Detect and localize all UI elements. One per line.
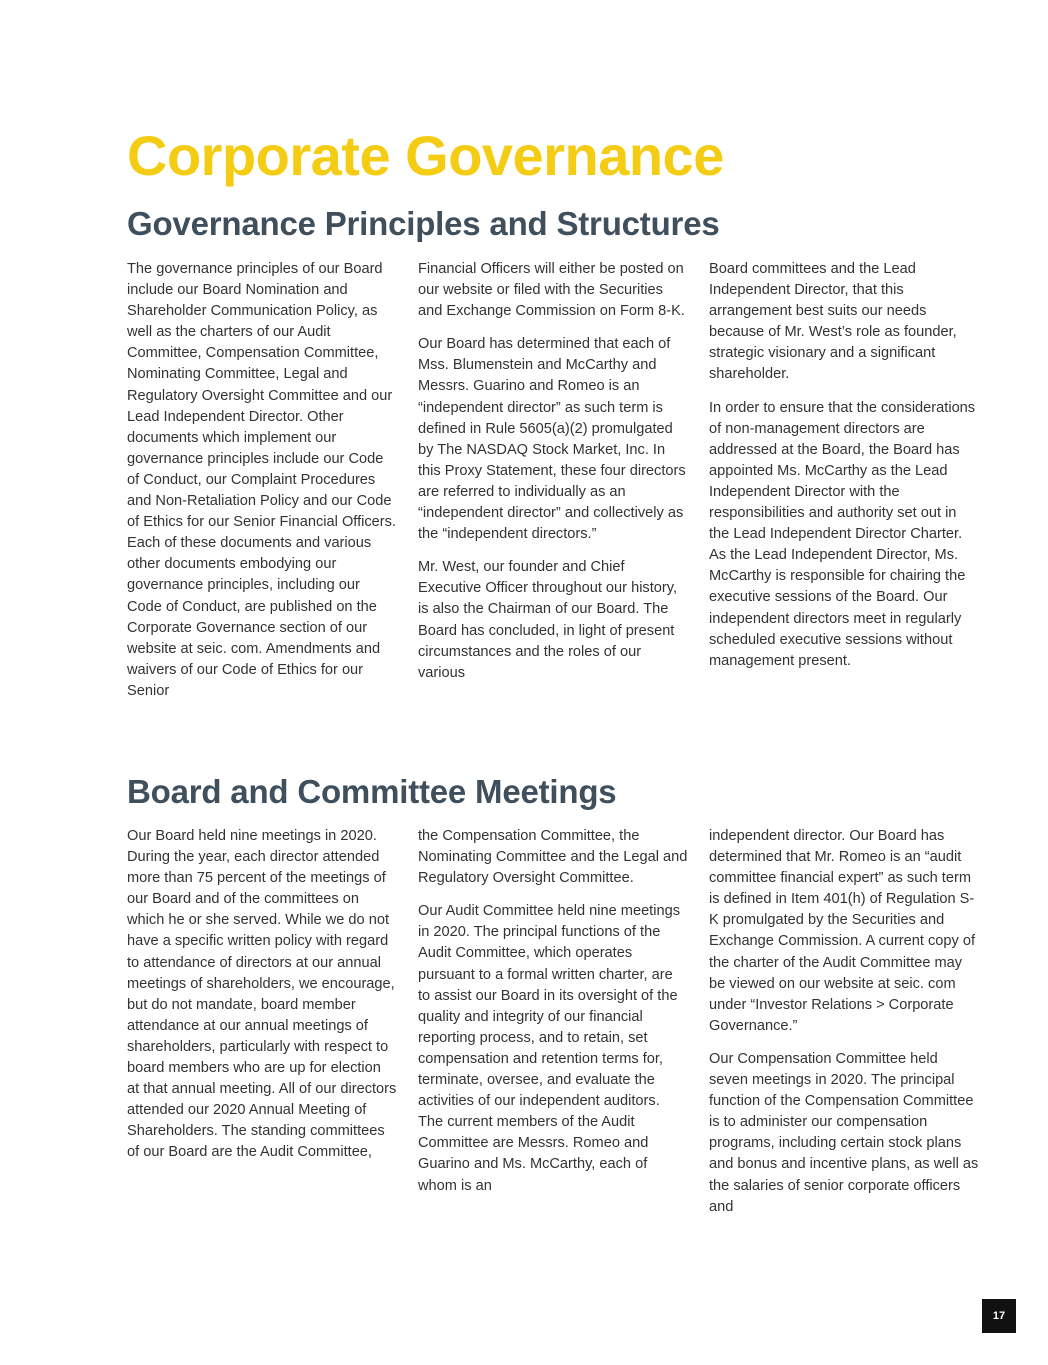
paragraph: the Compensation Committee, the Nominating Committee and the Legal and Regulatory Oversight Committee. (418, 828, 688, 887)
section-heading-board-meetings: Board and Committee Meetings (127, 773, 617, 810)
governance-column-1 (127, 259, 397, 702)
paragraph: independent director. Our Board has determined that Mr. Romeo is an “audit committee financial expert” as such term is defined in Item 401(h) of Regulation S-K promulgated by the Securities and Exchange Commission. A current copy of the charter of the Audit Committee may be viewed on our website at seic. com under “Investor Relations > Corporate Governance.” (709, 828, 976, 1034)
section-heading-governance-principles: Governance Principles and Structures (127, 205, 720, 242)
paragraph: The governance principles of our Board include our Board Nomination and Shareholder Communication Policy, as well as the charters of our Audit Committee, Compensation Committee, Nominating Committee, Legal and Regulatory Oversight Committee and our Lead Independent Director. Other documents which implement our governance principles include our Code of Conduct, our Complaint Procedures and Non-Retaliation Policy and our Code of Ethics for our Senior Financial Officers. Each of these documents and various other documents embodying our governance principles, including our Code of Conduct, are published on the Corporate Governance section of our website at seic. com. Amendments and waivers of our Code of Ethics for our Senior (127, 261, 397, 699)
paragraph: Our Audit Committee held nine meetings in 2020. The principal functions of the Audit Committee, which operates pursuant to a formal written charter, are to assist our Board in its oversight of the quality and integrity of our financial reporting process, and to retain, set compensation and retention terms for, terminate, oversee, and evaluate the activities of our independent auditors. The current members of the Audit Committee are Messrs. Romeo and Guarino and Ms. McCarthy, each of whom is an (418, 903, 681, 1194)
page-number: 17 (982, 1299, 1016, 1333)
meetings-column-3 (709, 826, 979, 1218)
meetings-column-2 (418, 826, 688, 1197)
paragraph: Board committees and the Lead Independent Director, that this arrangement best suits our needs because of Mr. West’s role as founder, strategic visionary and a significant shareholder. (709, 261, 957, 383)
paragraph: Financial Officers will either be posted on our website or filed with the Securities and Exchange Commission on Form 8-K. (418, 261, 685, 320)
paragraph: Our Board has determined that each of Mss. Blumenstein and McCarthy and Messrs. Guarino and Romeo is an “independent director” as such term is defined in Rule 5605(a)(2) promulgated by The NASDAQ Stock Market, Inc. In this Proxy Statement, these four directors are referred to individually as an “independent director” and collectively as the “independent directors.” (418, 336, 686, 543)
paragraph: Our Compensation Committee held seven meetings in 2020. The principal function of the Compensation Committee is to administer our compensation programs, including certain stock plans and bonus and incentive plans, as well as the salaries of senior corporate officers and (709, 1050, 979, 1215)
page-title: Corporate Governance (127, 124, 724, 187)
paragraph: Mr. West, our founder and Chief Executive Officer throughout our history, is also the Chairman of our Board. The Board has concluded, in light of present circumstances and the roles of our various (418, 559, 678, 681)
governance-column-3 (709, 259, 979, 672)
meetings-column-1 (127, 826, 397, 1164)
paragraph: Our Board held nine meetings in 2020. During the year, each director attended more than 75 percent of the meetings of our Board and of the committees on which he or she served. While we do not have a specific written policy with regard to attendance of directors at our annual meetings of shareholders, we encourage, but do not mandate, board member attendance at our annual meetings of shareholders, particularly with respect to board members who are up for election at that annual meeting. All of our directors attended our 2020 Annual Meeting of Shareholders. The standing committees of our Board are the Audit Committee, (127, 828, 397, 1161)
paragraph: In order to ensure that the considerations of non-management directors are addressed at the Board, the Board has appointed Ms. McCarthy as the Lead Independent Director with the responsibilities and authority set out in the Lead Independent Director Charter. As the Lead Independent Director, Ms. McCarthy is responsible for chairing the executive sessions of the Board. Our independent directors meet in regularly scheduled executive sessions without management present. (709, 399, 976, 669)
governance-column-2 (418, 259, 688, 684)
